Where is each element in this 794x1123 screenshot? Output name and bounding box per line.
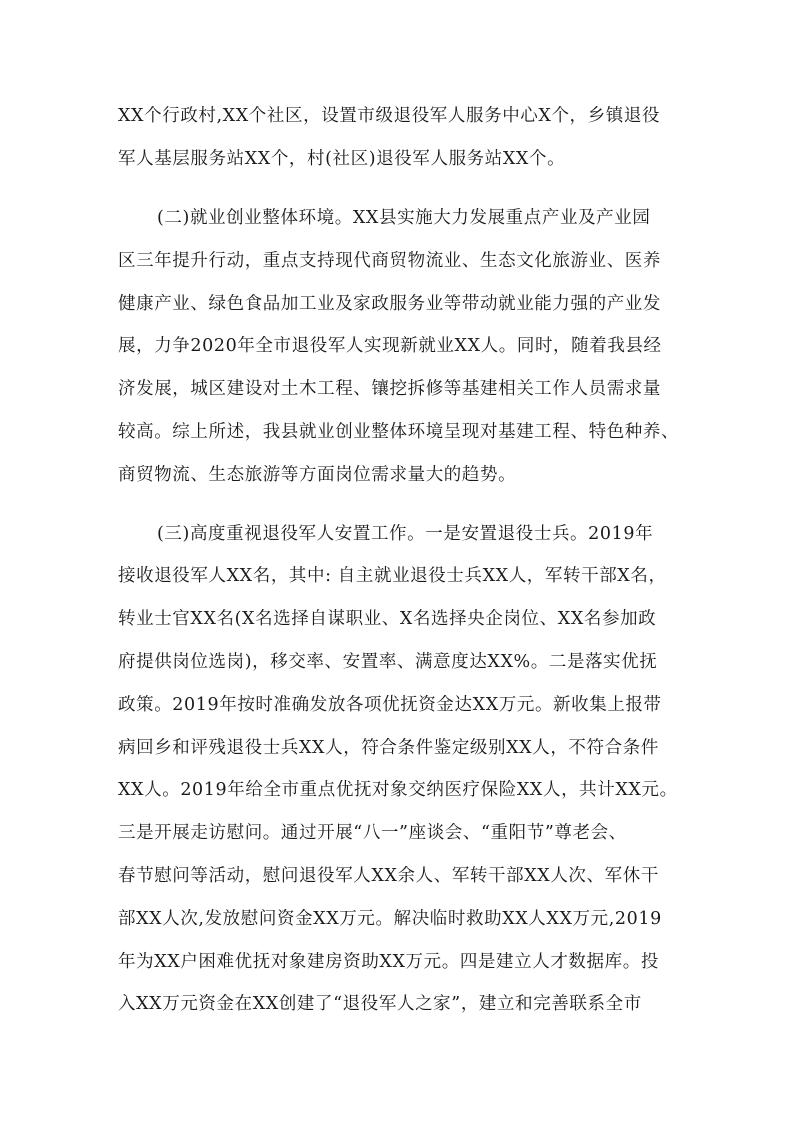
paragraph-3-line-4: 府提供岗位选岗)，移交率、安置率、满意度达XX%。二是落实优抚 (118, 652, 658, 672)
paragraph-3-line-9: 春节慰问等活动，慰问退役军人XX余人、军转干部XX人次、军休干 (118, 866, 659, 886)
paragraph-2-line-3: 健康产业、绿色食品加工业及家政服务业等带动就业能力强的产业发 (118, 294, 661, 314)
paragraph-2-line-2: 区三年提升行动，重点支持现代商贸物流业、生态文化旅游业、医养 (118, 251, 661, 271)
paragraph-1-line-2: 军人基层服务站XX个，村(社区)退役军人服务站XX个。 (118, 149, 566, 169)
paragraph-1-line-1: XX个行政村,XX个社区，设置市级退役军人服务中心X个，乡镇退役 (118, 106, 661, 126)
paragraph-2-line-6: 较高。综上所述，我县就业创业整体环境呈现对基建工程、特色种养、 (118, 422, 680, 442)
paragraph-3-line-10: 部XX人次,发放慰问资金XX万元。解决临时救助XX人XX万元,2019 (118, 909, 662, 929)
paragraph-2-line-7: 商贸物流、生态旅游等方面岗位需求量大的趋势。 (118, 465, 517, 485)
paragraph-3-line-6: 病回乡和评残退役士兵XX人，符合条件鉴定级别XX人，不符合条件 (118, 738, 659, 758)
paragraph-2-line-4: 展，力争2020年全市退役军人实现新就业XX人。同时，随着我县经 (118, 336, 662, 356)
paragraph-3-line-11: 年为XX户困难优抚对象建房资助XX万元。四是建立人才数据库。投 (118, 952, 659, 972)
paragraph-3-line-2: 接收退役军人XX名，其中: 自主就业退役士兵XX人，军转干部X名， (118, 566, 667, 586)
paragraph-3-line-7: XX人。2019年给全市重点优抚对象交纳医疗保险XX人，共计XX元。 (118, 780, 678, 800)
paragraph-3-line-12: 入XX万元资金在XX创建了“退役军人之家”，建立和完善联系全市 (118, 994, 642, 1014)
paragraph-3-line-3: 转业士官XX名(X名选择自谋职业、X名选择央企岗位、XX名参加政 (118, 609, 657, 629)
paragraph-3-line-8: 三是开展走访慰问。通过开展“八一”座谈会、“重阳节”尊老会、 (118, 823, 627, 843)
paragraph-3-line-1: (三)高度重视退役军人安置工作。一是安置退役士兵。2019年 (157, 524, 654, 544)
paragraph-2-line-5: 济发展，城区建设对土木工程、镶挖拆修等基建相关工作人员需求量 (118, 379, 661, 399)
paragraph-2-line-1: (二)就业创业整体环境。XX县实施大力发展重点产业及产业园 (157, 208, 651, 228)
paragraph-3-line-5: 政策。2019年按时准确发放各项优抚资金达XX万元。新收集上报带 (118, 695, 662, 715)
